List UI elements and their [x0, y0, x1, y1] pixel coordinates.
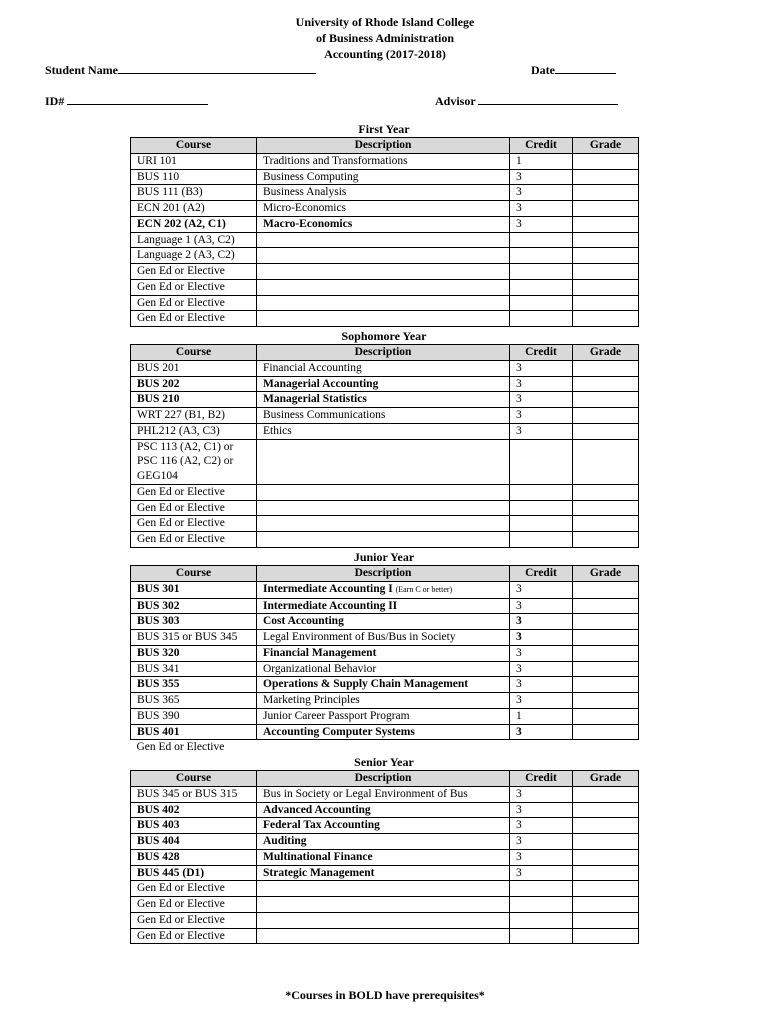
- grade-column-header: Grade: [573, 345, 639, 361]
- description-cell: Multinational Finance: [257, 849, 510, 865]
- grade-cell[interactable]: [573, 865, 639, 881]
- date-field[interactable]: [531, 62, 616, 77]
- credit-cell: [510, 881, 573, 897]
- credit-cell: [510, 897, 573, 913]
- credit-cell: 3: [510, 802, 573, 818]
- course-cell: Gen Ed or Elective: [131, 500, 257, 516]
- course-cell: BUS 301: [131, 581, 257, 598]
- grade-cell[interactable]: [573, 185, 639, 201]
- grade-cell[interactable]: [573, 532, 639, 548]
- description-cell: Accounting Computer Systems: [257, 724, 510, 740]
- table-row: [131, 532, 639, 548]
- grade-cell[interactable]: [573, 232, 639, 248]
- table-row: [131, 818, 639, 834]
- table-row: [131, 232, 639, 248]
- course-cell: BUS 404: [131, 834, 257, 850]
- header-line-2: of Business Administration: [315, 31, 455, 45]
- grade-cell[interactable]: [573, 248, 639, 264]
- description-cell: Business Communications: [257, 408, 510, 424]
- credit-cell: [510, 928, 573, 944]
- prerequisite-footnote: *Courses in BOLD have prerequisites*: [285, 988, 485, 1002]
- credit-cell: [510, 264, 573, 280]
- course-cell: BUS 302: [131, 598, 257, 614]
- grade-cell[interactable]: [573, 614, 639, 630]
- grade-cell[interactable]: [573, 484, 639, 500]
- grade-cell[interactable]: [573, 439, 639, 484]
- course-column-header: Course: [131, 138, 257, 154]
- description-cell: Strategic Management: [257, 865, 510, 881]
- grade-cell[interactable]: [573, 581, 639, 598]
- description-cell: Financial Accounting: [257, 360, 510, 376]
- description-cell: Managerial Statistics: [257, 392, 510, 408]
- credit-cell: 3: [510, 614, 573, 630]
- table-row: [131, 802, 639, 818]
- student-name-field[interactable]: [45, 62, 316, 77]
- grade-cell[interactable]: [573, 423, 639, 439]
- course-cell: WRT 227 (B1, B2): [131, 408, 257, 424]
- description-column-header: Description: [257, 345, 510, 361]
- course-cell: BUS 202: [131, 376, 257, 392]
- course-cell: BUS 210: [131, 392, 257, 408]
- description-column-header: Description: [257, 566, 510, 582]
- student-name-label: Student Name: [45, 63, 119, 77]
- credit-cell: [510, 311, 573, 327]
- course-cell: Gen Ed or Elective: [131, 912, 257, 928]
- course-cell: BUS 365: [131, 693, 257, 709]
- credit-cell: 3: [510, 865, 573, 881]
- grade-cell[interactable]: [573, 153, 639, 169]
- table-row: [131, 786, 639, 802]
- course-cell: URI 101: [131, 153, 257, 169]
- credit-cell: 3: [510, 376, 573, 392]
- credit-cell: [510, 500, 573, 516]
- grade-cell[interactable]: [573, 834, 639, 850]
- course-cell: Gen Ed or Elective: [131, 897, 257, 913]
- grade-cell[interactable]: [573, 169, 639, 185]
- table-row: [131, 677, 639, 693]
- table-row: [131, 912, 639, 928]
- credit-cell: 3: [510, 693, 573, 709]
- advisor-label: Advisor: [435, 94, 476, 108]
- course-cell: BUS 341: [131, 661, 257, 677]
- grade-cell[interactable]: [573, 724, 639, 740]
- id-field[interactable]: [45, 93, 208, 108]
- table-row: [131, 897, 639, 913]
- table-row: [131, 724, 639, 740]
- table-row: [131, 693, 639, 709]
- grade-cell[interactable]: [573, 802, 639, 818]
- course-cell: PHL212 (A3, C3): [131, 423, 257, 439]
- document-header: [0, 14, 770, 62]
- table-row: [131, 881, 639, 897]
- course-cell: BUS 402: [131, 802, 257, 818]
- course-cell: BUS 355: [131, 677, 257, 693]
- table-row: [131, 614, 639, 630]
- table-row: [131, 928, 639, 944]
- description-cell: Managerial Accounting: [257, 376, 510, 392]
- credit-cell: 3: [510, 818, 573, 834]
- course-cell: BUS 110: [131, 169, 257, 185]
- description-cell: Junior Career Passport Program: [257, 708, 510, 724]
- description-cell: Business Analysis: [257, 185, 510, 201]
- description-cell: Legal Environment of Bus/Bus in Society: [257, 630, 510, 646]
- course-cell: BUS 345 or BUS 315: [131, 786, 257, 802]
- credit-cell: [510, 439, 573, 484]
- credit-column-header: Credit: [510, 566, 573, 582]
- course-cell: Gen Ed or Elective: [131, 532, 257, 548]
- first-year-table: [130, 137, 639, 327]
- description-cell: Traditions and Transformations: [257, 153, 510, 169]
- advisor-line[interactable]: [478, 93, 618, 105]
- description-cell: [257, 232, 510, 248]
- credit-cell: 3: [510, 834, 573, 850]
- description-cell: Auditing: [257, 834, 510, 850]
- description-cell: [257, 484, 510, 500]
- grade-cell[interactable]: [573, 661, 639, 677]
- course-cell: Gen Ed or Elective: [131, 928, 257, 944]
- description-cell: Operations & Supply Chain Management: [257, 677, 510, 693]
- credit-cell: [510, 232, 573, 248]
- description-column-header: Description: [257, 771, 510, 787]
- description-cell: [257, 295, 510, 311]
- table-row: [131, 201, 639, 217]
- table-row: [131, 708, 639, 724]
- table-row: [131, 423, 639, 439]
- grade-cell[interactable]: [573, 516, 639, 532]
- date-line[interactable]: [555, 62, 616, 74]
- grade-cell[interactable]: [573, 392, 639, 408]
- table-row: [131, 500, 639, 516]
- grade-column-header: Grade: [573, 566, 639, 582]
- course-cell: BUS 111 (B3): [131, 185, 257, 201]
- grade-cell[interactable]: [573, 376, 639, 392]
- credit-cell: 3: [510, 581, 573, 598]
- course-cell: ECN 201 (A2): [131, 201, 257, 217]
- credit-cell: 3: [510, 201, 573, 217]
- grade-cell[interactable]: [573, 264, 639, 280]
- grade-cell[interactable]: [573, 408, 639, 424]
- table-row: [131, 630, 639, 646]
- course-cell: Language 1 (A3, C2): [131, 232, 257, 248]
- description-cell: Marketing Principles: [257, 693, 510, 709]
- id-label: ID#: [45, 94, 65, 108]
- description-cell: Intermediate Accounting II: [257, 598, 510, 614]
- table-row: [131, 834, 639, 850]
- description-cell: [257, 532, 510, 548]
- credit-cell: 3: [510, 408, 573, 424]
- table-header-row: [131, 138, 639, 154]
- credit-column-header: Credit: [510, 138, 573, 154]
- table-row: [131, 439, 639, 484]
- grade-cell[interactable]: [573, 645, 639, 661]
- course-cell: BUS 315 or BUS 345: [131, 630, 257, 646]
- grade-cell[interactable]: [573, 295, 639, 311]
- grade-column-header: Grade: [573, 138, 639, 154]
- table-row: [131, 169, 639, 185]
- description-cell: [257, 500, 510, 516]
- description-cell: Ethics: [257, 423, 510, 439]
- course-cell: BUS 401: [131, 724, 257, 740]
- header-line-1: University of Rhode Island College: [295, 15, 475, 29]
- description-cell: Micro-Economics: [257, 201, 510, 217]
- credit-cell: 3: [510, 216, 573, 232]
- credit-cell: 3: [510, 661, 573, 677]
- description-cell: Business Computing: [257, 169, 510, 185]
- table-row: [131, 598, 639, 614]
- table-row: [131, 264, 639, 280]
- course-cell: Gen Ed or Elective: [131, 264, 257, 280]
- course-cell: BUS 390: [131, 708, 257, 724]
- credit-cell: 3: [510, 677, 573, 693]
- course-cell: Gen Ed or Elective: [131, 484, 257, 500]
- date-label: Date: [531, 63, 555, 77]
- description-cell: [257, 311, 510, 327]
- grade-cell[interactable]: [573, 912, 639, 928]
- table-row: [131, 484, 639, 500]
- senior-year-table: [130, 770, 639, 944]
- table-row: [131, 295, 639, 311]
- course-cell: Gen Ed or Elective: [131, 295, 257, 311]
- credit-cell: 3: [510, 630, 573, 646]
- first-year-title: First Year: [358, 122, 410, 136]
- description-cell: [257, 581, 510, 598]
- course-cell: BUS 320: [131, 645, 257, 661]
- course-cell: PSC 113 (A2, C1) or PSC 116 (A2, C2) or GEG104: [131, 439, 257, 484]
- grade-cell[interactable]: [573, 311, 639, 327]
- description-cell: [257, 912, 510, 928]
- senior-year-title: Senior Year: [354, 755, 414, 769]
- credit-cell: 1: [510, 708, 573, 724]
- description-cell: Financial Management: [257, 645, 510, 661]
- table-row: [131, 849, 639, 865]
- junior-year-title: Junior Year: [353, 550, 415, 564]
- description-cell: Macro-Economics: [257, 216, 510, 232]
- table-row: [131, 376, 639, 392]
- description-cell: Cost Accounting: [257, 614, 510, 630]
- grade-cell[interactable]: [573, 201, 639, 217]
- grade-requirement-note: (Earn C or better): [395, 584, 453, 594]
- grade-cell[interactable]: [573, 849, 639, 865]
- table-row: [131, 661, 639, 677]
- credit-column-header: Credit: [510, 771, 573, 787]
- table-row: [131, 248, 639, 264]
- table-row: [131, 865, 639, 881]
- description-cell: [257, 248, 510, 264]
- grade-cell[interactable]: [573, 693, 639, 709]
- credit-cell: 3: [510, 598, 573, 614]
- credit-cell: 3: [510, 849, 573, 865]
- credit-cell: 3: [510, 360, 573, 376]
- course-cell: BUS 445 (D1): [131, 865, 257, 881]
- table-header-row: [131, 345, 639, 361]
- credit-column-header: Credit: [510, 345, 573, 361]
- course-cell: BUS 201: [131, 360, 257, 376]
- table-row: [131, 311, 639, 327]
- table-row: [131, 185, 639, 201]
- description-cell: Organizational Behavior: [257, 661, 510, 677]
- table-row: [131, 408, 639, 424]
- table-row: [131, 153, 639, 169]
- table-row: [131, 740, 639, 755]
- course-cell: BUS 303: [131, 614, 257, 630]
- credit-cell: [510, 516, 573, 532]
- description-cell: [257, 279, 510, 295]
- sophomore-year-title: Sophomore Year: [341, 329, 427, 343]
- grade-cell[interactable]: [573, 500, 639, 516]
- credit-cell: 3: [510, 169, 573, 185]
- credit-cell: 3: [510, 724, 573, 740]
- grade-cell[interactable]: [573, 360, 639, 376]
- grade-cell[interactable]: [573, 677, 639, 693]
- grade-cell[interactable]: [573, 897, 639, 913]
- description-cell: [257, 881, 510, 897]
- description-cell: Advanced Accounting: [257, 802, 510, 818]
- course-cell: Gen Ed or Elective: [131, 516, 257, 532]
- grade-column-header: Grade: [573, 771, 639, 787]
- credit-cell: 3: [510, 392, 573, 408]
- credit-cell: 3: [510, 185, 573, 201]
- description-cell: Federal Tax Accounting: [257, 818, 510, 834]
- credit-cell: [510, 532, 573, 548]
- grade-cell[interactable]: [573, 786, 639, 802]
- credit-cell: [510, 279, 573, 295]
- table-row: [131, 516, 639, 532]
- course-cell: Gen Ed or Elective: [131, 881, 257, 897]
- advisor-field[interactable]: [435, 93, 618, 108]
- grade-cell[interactable]: [573, 216, 639, 232]
- course-column-header: Course: [131, 566, 257, 582]
- course-column-header: Course: [131, 771, 257, 787]
- table-row: [131, 645, 639, 661]
- table-row: [131, 279, 639, 295]
- table-row: [131, 392, 639, 408]
- course-column-header: Course: [131, 345, 257, 361]
- credit-cell: 3: [510, 645, 573, 661]
- course-cell: ECN 202 (A2, C1): [131, 216, 257, 232]
- grade-cell[interactable]: [573, 630, 639, 646]
- credit-cell: 1: [510, 153, 573, 169]
- grade-cell[interactable]: [573, 928, 639, 944]
- table-row: [131, 581, 639, 598]
- grade-cell[interactable]: [573, 818, 639, 834]
- student-name-line[interactable]: [118, 62, 316, 74]
- description-cell: [257, 928, 510, 944]
- credit-cell: 3: [510, 423, 573, 439]
- description-cell: [257, 897, 510, 913]
- credit-cell: [510, 484, 573, 500]
- credit-cell: [510, 912, 573, 928]
- junior-year-table: [130, 565, 639, 755]
- header-line-3: Accounting (2017-2018): [324, 47, 446, 61]
- sophomore-year-table: [130, 344, 639, 548]
- id-line[interactable]: [67, 93, 208, 105]
- trailing-elective-cell: Gen Ed or Elective: [131, 740, 639, 755]
- table-row: [131, 360, 639, 376]
- course-cell: Gen Ed or Elective: [131, 279, 257, 295]
- course-cell: Language 2 (A3, C2): [131, 248, 257, 264]
- description-column-header: Description: [257, 138, 510, 154]
- course-cell: BUS 428: [131, 849, 257, 865]
- credit-cell: 3: [510, 786, 573, 802]
- table-row: [131, 216, 639, 232]
- credit-cell: [510, 248, 573, 264]
- description-cell: [257, 439, 510, 484]
- table-header-row: [131, 771, 639, 787]
- description-cell: Bus in Society or Legal Environment of Bus: [257, 786, 510, 802]
- table-header-row: [131, 566, 639, 582]
- grade-cell[interactable]: [573, 279, 639, 295]
- grade-cell[interactable]: [573, 708, 639, 724]
- credit-cell: [510, 295, 573, 311]
- course-cell: BUS 403: [131, 818, 257, 834]
- description-cell: [257, 264, 510, 280]
- grade-cell[interactable]: [573, 881, 639, 897]
- grade-cell[interactable]: [573, 598, 639, 614]
- description-cell: [257, 516, 510, 532]
- description-text: Intermediate Accounting I: [263, 582, 393, 595]
- course-cell: Gen Ed or Elective: [131, 311, 257, 327]
